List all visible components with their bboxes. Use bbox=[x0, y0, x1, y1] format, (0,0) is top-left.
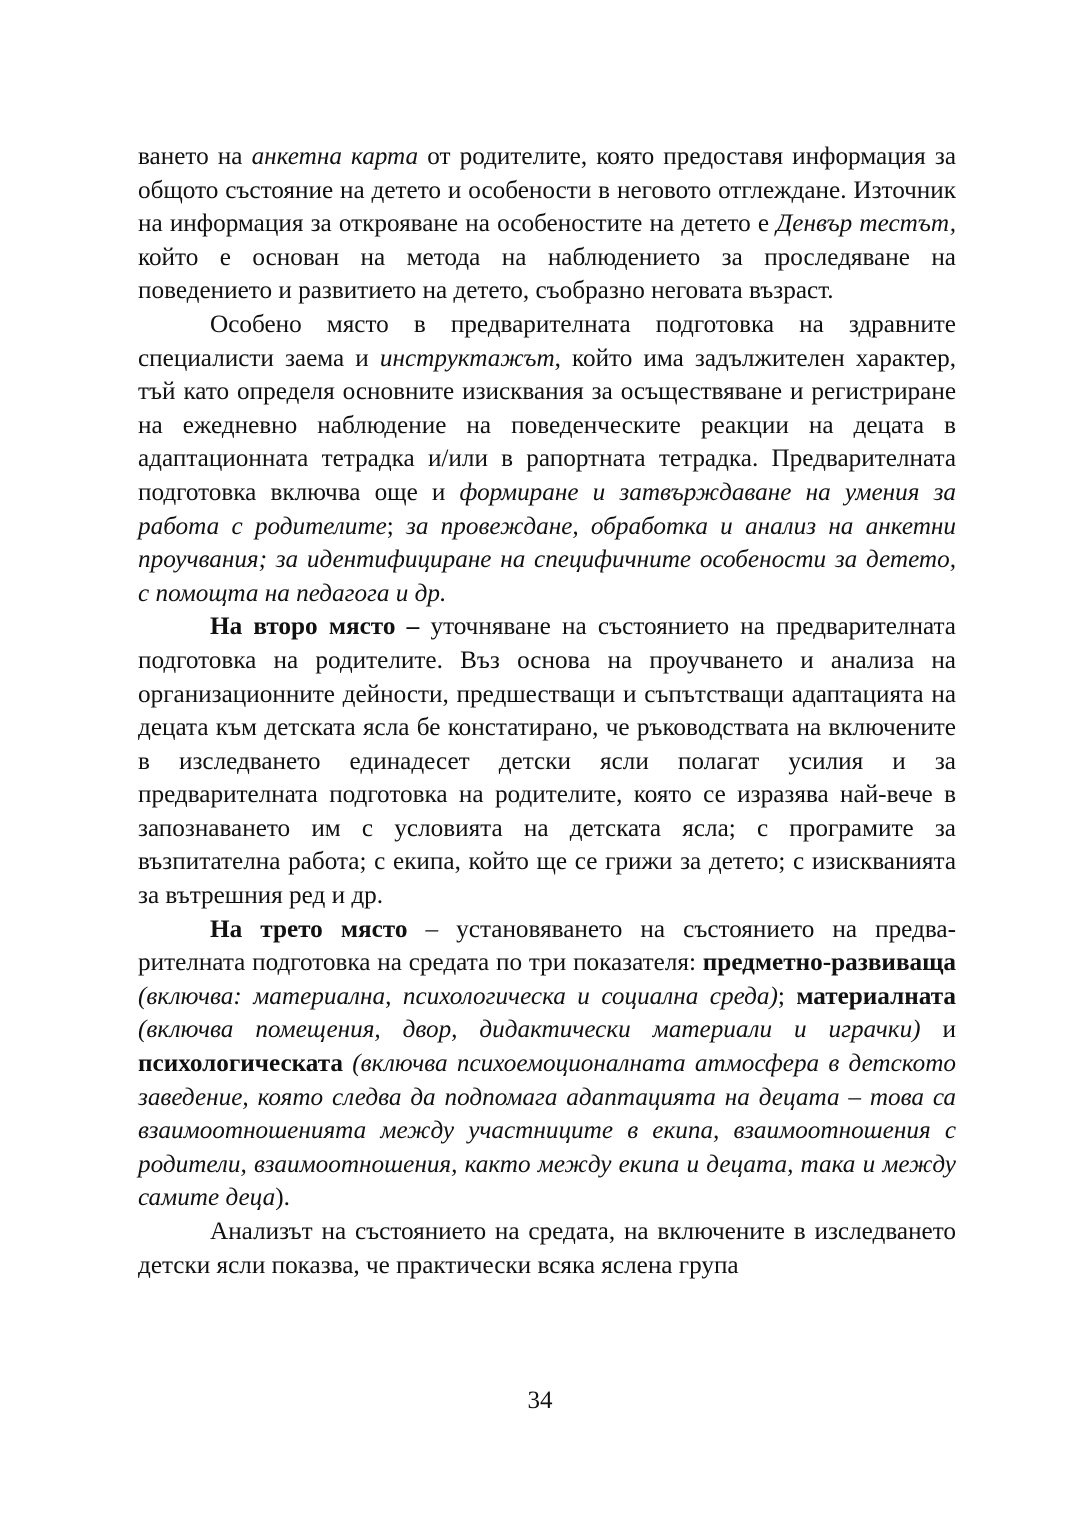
italic-text: (включва психоемоционалната атмосфера в детското заведение, която следва да подпомага адаптацията на децата – това са взаимоотношенията между участниците в екипа, взаимоотношения с родители, взаимоотношения, както между екипа и децата, така и между самите деца bbox=[138, 1050, 957, 1212]
text-run: Особено място в предварителната подготовка на здравните специалисти заема и bbox=[138, 310, 956, 372]
text-run: – установяването на състоянието на предварителната подготовка на средата по три показателя: bbox=[138, 915, 956, 977]
paragraph bbox=[138, 913, 956, 1215]
text-run: от родителите, която предоставя информация за общото състояние на детето и особености в неговото отглеждане. Източник на информация за открояване на особеностите на детето е bbox=[138, 143, 956, 238]
text-run: ; bbox=[777, 982, 797, 1010]
italic-text: (включва: материална, психологическа и социална среда) bbox=[138, 982, 778, 1010]
paragraph bbox=[138, 308, 956, 610]
italic-text: инструктажът bbox=[379, 344, 555, 372]
bold-text: На второ място – bbox=[210, 613, 420, 641]
text-run bbox=[343, 1050, 352, 1077]
bold-text: психологическата bbox=[138, 1050, 343, 1078]
text-run: , който има задължителен характер, тъй като определя основните изисквания за осъществяване и регистриране на ежедневно наблюдение на поведенческите реакции на децата в адаптационната тетрадка и/или в рапортната тетрадка. Предварителната подготовка включва още и bbox=[138, 344, 956, 506]
text-run: Анализът на състоянието на средата, на включените в изследването детски ясли показва, че практически всяка яслена група bbox=[138, 1218, 956, 1279]
bold-text: предметно-развиваща bbox=[702, 949, 956, 977]
text-run: ). bbox=[275, 1184, 290, 1212]
text-run: ; bbox=[386, 512, 407, 540]
paragraph bbox=[138, 610, 956, 912]
text-run: ването на bbox=[138, 143, 252, 170]
italic-text: анкетна карта bbox=[251, 143, 419, 170]
italic-text: формиране и затвърждаване на умения за работа с родителите bbox=[138, 478, 956, 540]
bold-text: На трето място bbox=[210, 915, 408, 943]
italic-text: (включва помещения, двор, дидактически материали и играчки) bbox=[138, 1016, 921, 1044]
paragraph bbox=[138, 140, 956, 308]
italic-text: за провеждане, обработка и анализ на анкетни проучвания; за идентифициране на специфичните особености за детето, с помощта на педагога и др. bbox=[138, 512, 957, 607]
text-run: уточняване на състоянието на предварителната подготовка на родителите. Въз основа на проучването и анализа на организационните дейности, предшестващи и съпътстващи адаптацията на децата към детската ясла бе констатирано, че ръководствата на включените в изследването единадесет детски ясли полагат усилия и за предварителната подготовка на родителите, която се изразява най-вече в запознаването им с условията на детската ясла; с програмите за възпитателна работа; с екипа, който ще се грижи за детето; с изискванията за вътрешния ред и др. bbox=[138, 613, 956, 910]
body-text bbox=[138, 140, 956, 1282]
page-number: 34 bbox=[527, 1387, 553, 1414]
paragraph bbox=[138, 1215, 956, 1282]
text-run: който е основан на метода на наблюдението за проследяване на поведението и развитието на детето, съобразно неговата възраст. bbox=[138, 243, 956, 305]
bold-text: материалната bbox=[796, 982, 956, 1010]
italic-text: Денвър тестът, bbox=[776, 210, 956, 238]
text-run: и bbox=[920, 1016, 956, 1044]
